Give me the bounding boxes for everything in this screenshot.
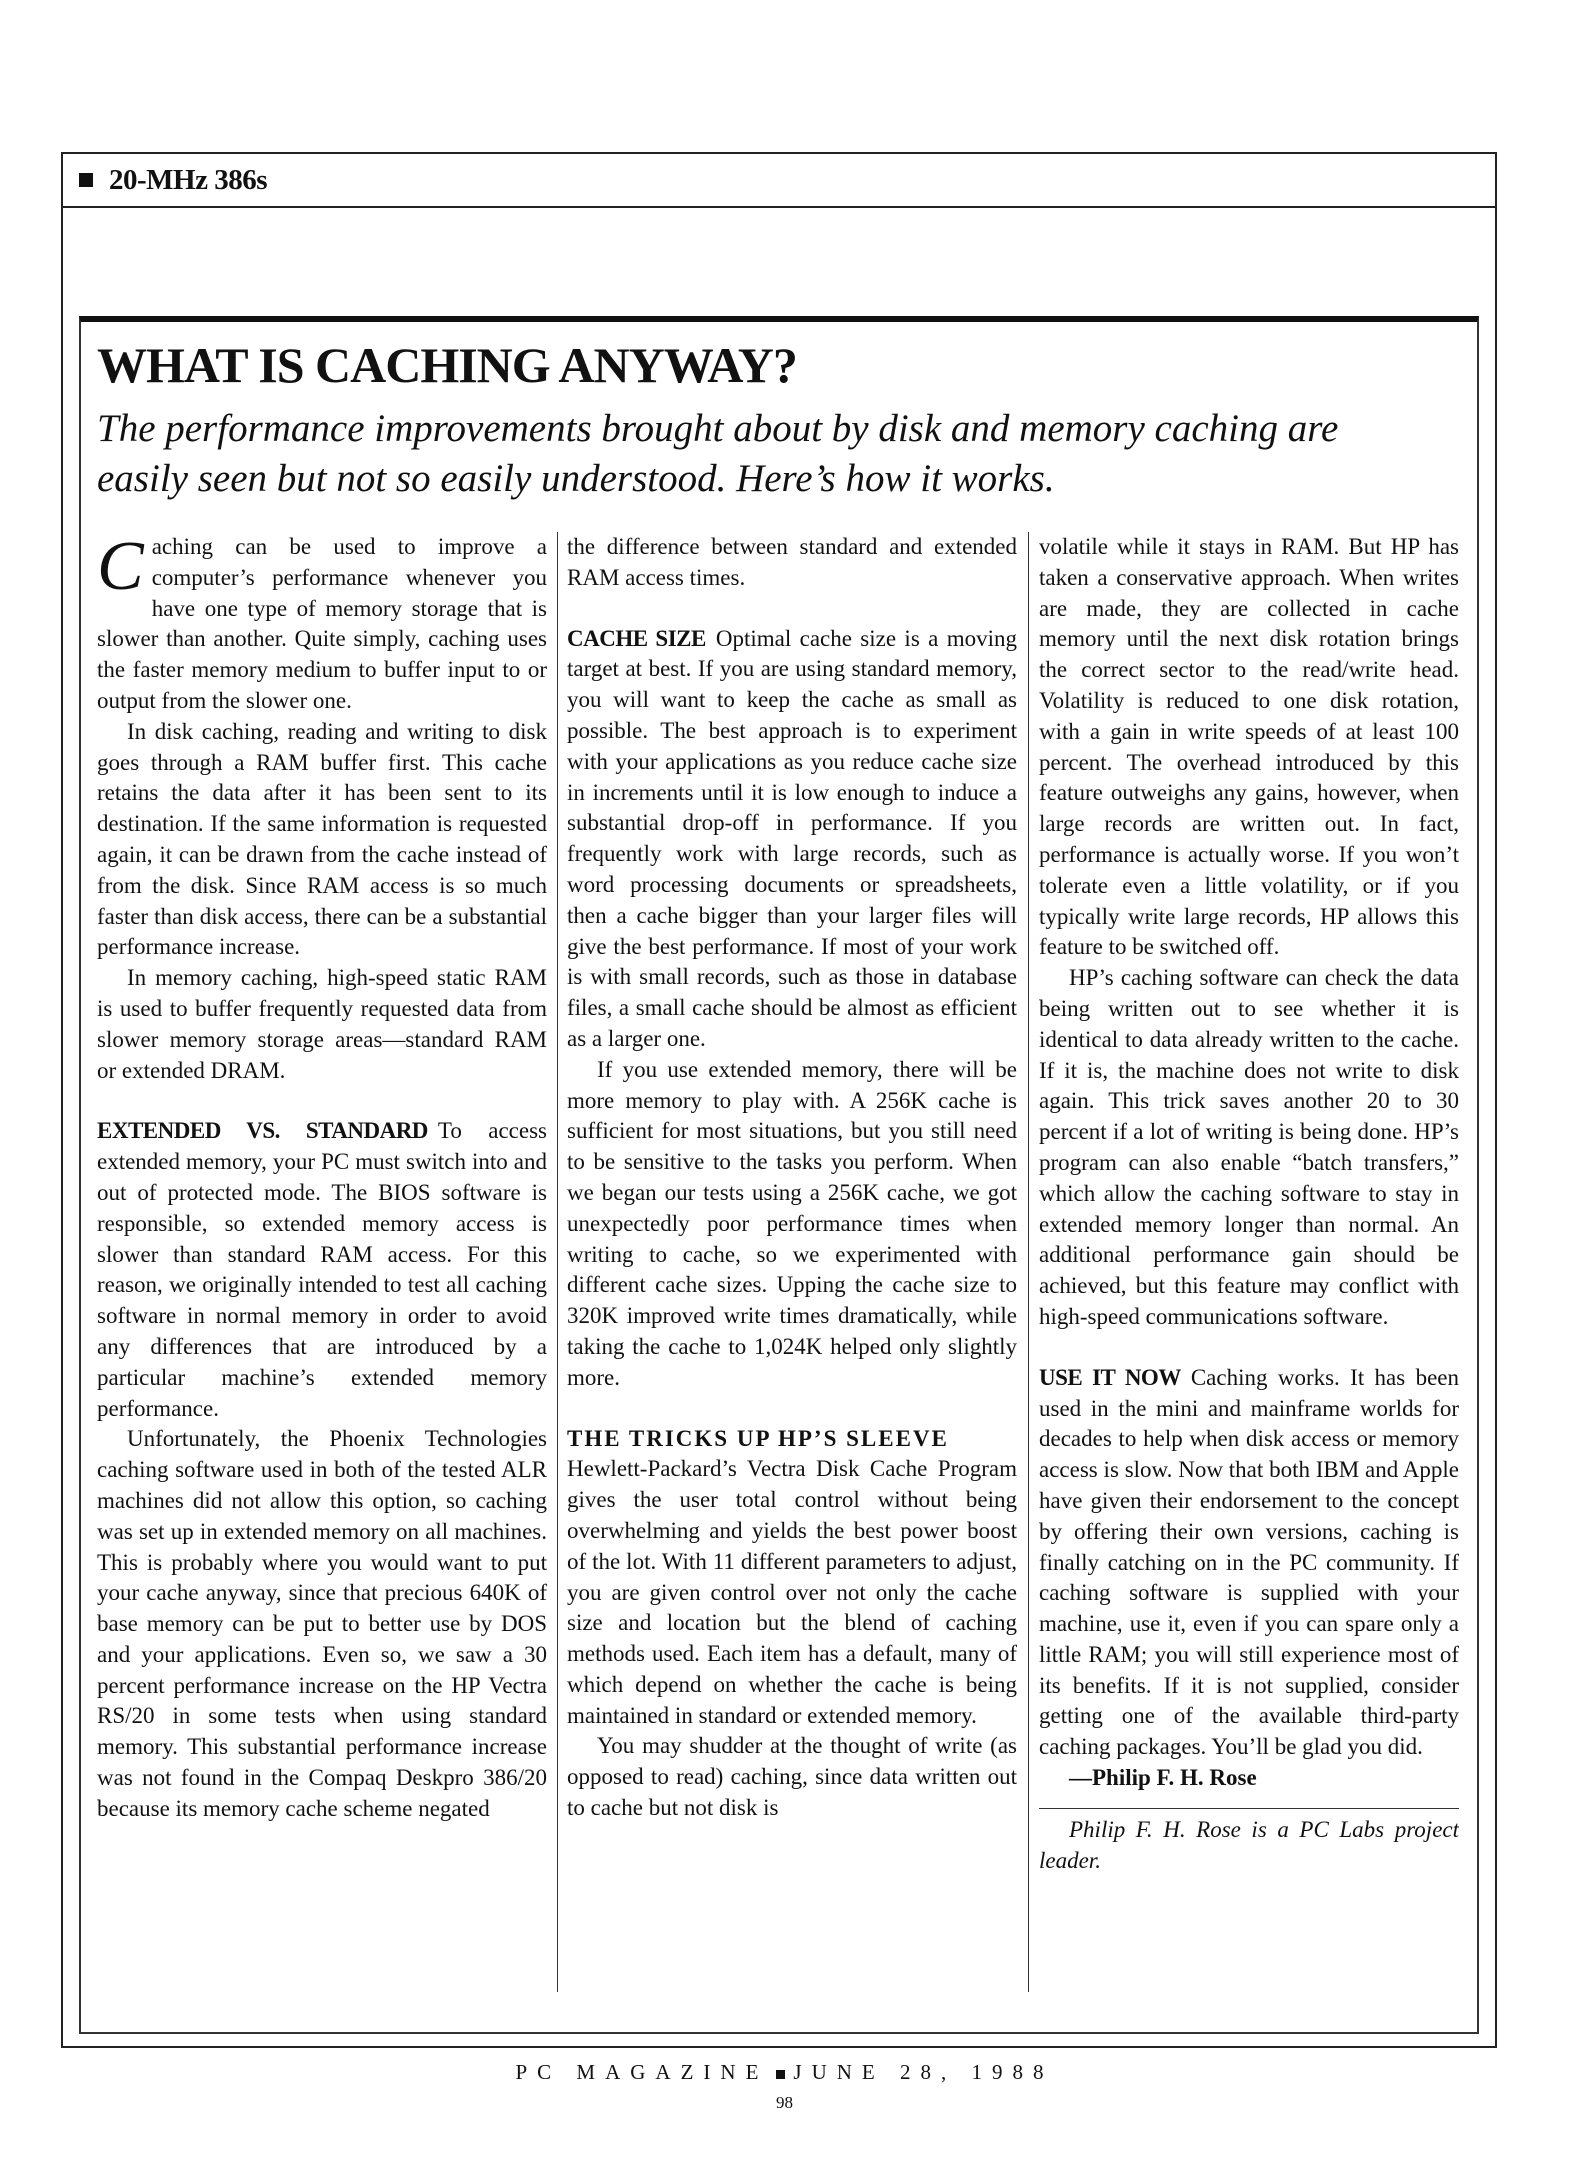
- column-rule: [1028, 532, 1029, 1992]
- section-title: 20-MHz 386s: [109, 163, 267, 196]
- column-2: [567, 532, 1017, 1992]
- paragraph-text: Caching works. It has been used in the mini and mainframe worlds for decades to help when disk access or memory access is slow. Now that both IBM and Apple have given their endorsement to the concept by offering their own versions, caching is finally catching on in the PC community. If caching software is supplied with your machine, use it, even if you can spare only a little RAM; you will still experience most of its benefits. If it is not supplied, consider getting one of the available third-party caching packages. You’ll be glad you did.: [1039, 1364, 1459, 1760]
- square-bullet-icon: [776, 2070, 785, 2079]
- paragraph: Hewlett-Packard’s Vectra Disk Cache Program gives the user total control without being overwhelming and yields the best power boost of the lot. With 11 different parameters to adjust, you are given control over not only the cache size and location but the blend of caching methods used. Each item has a default, many of which depend on whether the cache is being maintained in standard or extended memory.: [567, 1456, 1017, 1728]
- byline: —Philip F. H. Rose: [1069, 1765, 1257, 1791]
- sidebar-deck: The performance improvements brought about by disk and memory caching are easily seen but not so easily understood. Here’s how it works.: [97, 407, 1339, 500]
- paragraph: [97, 1116, 547, 1424]
- column-rule: [557, 532, 558, 1992]
- paragraph: In disk caching, reading and writing to disk goes through a RAM buffer first. This cache retains the data after it has been sent to its destination. If the same information is requested again, it can be drawn from the cache instead of from the disk. Since RAM access is so much faster than disk access, there can be a substantial performance increase.: [97, 718, 547, 960]
- section-header: [63, 154, 1495, 208]
- paragraph-text: To access extended memory, your PC must switch into and out of protected mode. The BIOS software is responsible, so extended memory access is slower than standard RAM access. For this reason, we originally intended to test all caching software in normal memory in order to avoid any differences that are introduced by a particular machine’s extended memory performance.: [97, 1118, 547, 1421]
- paragraph: HP’s caching software can check the data being written out to see whether it is identical to data already written to the cache. If it is, the machine does not write to disk again. This trick saves another 20 to 30 percent if a lot of writing is being done. HP’s program can also enable “batch transfers,” which allow the caching software to stay in extended memory longer than normal. An additional performance gain should be achieved, but this feature may conflict with high-speed communications software.: [1039, 965, 1459, 1329]
- paragraph-text: aching can be used to improve a computer’s performance whenever you have one type of memory storage that is slower than another. Quite simply, caching uses the faster memory medium to buffer input to or output from the slower one.: [97, 534, 547, 713]
- subhead-text: THE TRICKS UP HP’S SLEEVE: [567, 1425, 949, 1451]
- sidebar-title: WHAT IS CACHING ANYWAY?: [97, 337, 797, 393]
- drop-cap: C: [97, 532, 144, 605]
- paragraph: [1039, 1363, 1459, 1763]
- page-number: 98: [776, 2093, 793, 2112]
- paragraph: You may shudder at the thought of write (as opposed to read) caching, since data written out to cache but not disk is: [567, 1733, 1017, 1821]
- magazine-name: PC MAGAZINE: [515, 2060, 769, 2084]
- page-footer: [0, 2060, 1569, 2085]
- paragraph: [97, 532, 547, 717]
- column-1: [97, 532, 547, 1992]
- square-bullet-icon: [79, 173, 93, 187]
- sidebar-box: [79, 316, 1479, 2034]
- subhead-cache-size: CACHE SIZE: [567, 625, 706, 651]
- page-frame: [61, 152, 1497, 2048]
- paragraph: [567, 624, 1017, 1055]
- paragraph-text: Optimal cache size is a moving target at best. If you are using standard memory, you will want to keep the cache as small as possible. The best approach is to experiment with your applications as you reduce cache size in increments until it is low enough to induce a substantial drop-off in performance. If you frequently work with large records, such as word processing documents or spreadsheets, then a cache bigger than your larger files will give the best performance. If most of your work is with small records, such as those in database files, a small cache should be almost as efficient as a larger one.: [567, 625, 1017, 1051]
- bio-divider: [1039, 1808, 1459, 1809]
- paragraph: Unfortunately, the Phoenix Technologies caching software used in both of the tested ALR machines did not allow this option, so caching was set up in extended memory on all machines. This is probably where you would want to put your cache anyway, since that precious 640K of base memory can be put to better use by DOS and your applications. Even so, we saw a 30 percent performance increase on the HP Vectra RS/20 in some tests when using standard memory. This substantial performance increase was not found in the Compaq Deskpro 386/20 because its memory cache scheme negated: [97, 1426, 547, 1821]
- subhead-extended-vs-standard: EXTENDED VS. STANDARD: [97, 1118, 428, 1144]
- paragraph: If you use extended memory, there will be more memory to play with. A 256K cache is sufficient for most situations, but you still need to be sensitive to the tasks you perform. When we began our tests using a 256K cache, we got unexpectedly poor performance times when writing to cache, so we experimented with different cache sizes. Upping the cache size to 320K improved write times dramatically, while taking the cache to 1,024K helped only slightly more.: [567, 1056, 1017, 1390]
- paragraph: In memory caching, high-speed static RAM is used to buffer frequently requested data from slower memory storage areas—standard RAM or extended DRAM.: [97, 965, 547, 1083]
- paragraph: the difference between standard and extended RAM access times.: [567, 534, 1017, 590]
- subhead-use-it-now: USE IT NOW: [1039, 1364, 1181, 1390]
- column-3: [1039, 532, 1459, 1992]
- author-bio: Philip F. H. Rose is a PC Labs project leader.: [1039, 1816, 1459, 1873]
- paragraph: volatile while it stays in RAM. But HP has taken a conservative approach. When writes are made, they are collected in cache memory until the next disk rotation brings the correct sector to the read/write head. Volatility is reduced to one disk rotation, with a gain in write speeds of at least 100 percent. The overhead introduced by this feature outweighs any gains, however, when large records are written out. In fact, performance is actually worse. If you won’t tolerate even a little volatility, or if you typically write large records, HP allows this feature to be switched off.: [1039, 534, 1459, 960]
- subhead-tricks: [567, 1424, 1017, 1455]
- issue-date: JUNE 28, 1988: [793, 2060, 1054, 2084]
